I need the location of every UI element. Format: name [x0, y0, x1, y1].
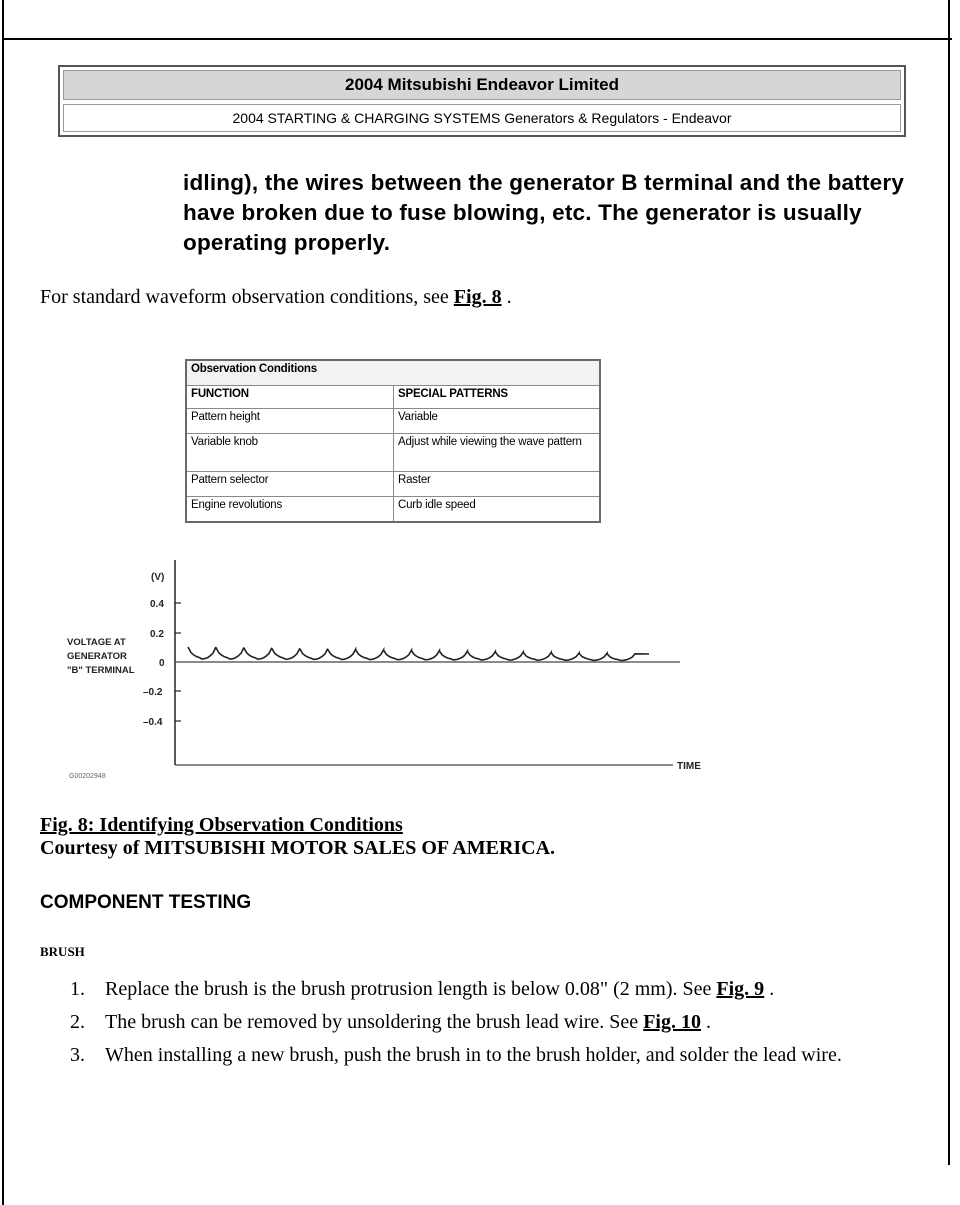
waveform-line: [188, 647, 649, 661]
table-cell: Variable knob: [186, 434, 394, 472]
document-title: 2004 Mitsubishi Endeavor Limited: [63, 70, 901, 100]
table-cell: Variable: [394, 409, 601, 434]
list-item: [70, 1009, 920, 1036]
section-title: COMPONENT TESTING: [40, 892, 252, 913]
table-title: Observation Conditions: [186, 360, 600, 386]
subsection-title: BRUSH: [40, 944, 85, 959]
step-text: The brush can be removed by unsoldering the brush lead wire. See: [105, 1011, 644, 1033]
time-label: TIME: [677, 761, 701, 772]
table-row: [186, 434, 600, 472]
intro-after: .: [501, 286, 512, 308]
fig-8-link[interactable]: Fig. 8: [453, 286, 502, 308]
figure-courtesy: Courtesy of MITSUBISHI MOTOR SALES OF AMERICA.: [40, 837, 556, 859]
table-row: [186, 497, 600, 523]
intro-paragraph: [40, 286, 512, 309]
y-tick-label: 0.2: [150, 629, 164, 640]
page-frame-right: [948, 0, 950, 1165]
document-subtitle: 2004 STARTING & CHARGING SYSTEMS Generators & Regulators - Endeavor: [63, 104, 901, 132]
step-after: .: [700, 1011, 711, 1033]
table-row: [186, 472, 600, 497]
fig-10-link[interactable]: Fig. 10: [643, 1011, 701, 1033]
table-cell: Adjust while viewing the wave pattern: [394, 434, 601, 472]
y-tick-label: –0.2: [143, 687, 163, 698]
step-number: 1.: [70, 978, 85, 1000]
table-cell: Curb idle speed: [394, 497, 601, 523]
table-cell: Engine revolutions: [186, 497, 394, 523]
page-frame-top: [2, 38, 952, 40]
voltage-label-line: VOLTAGE AT: [67, 637, 126, 648]
observation-conditions-table: [185, 359, 601, 523]
figure-caption: Fig. 8: Identifying Observation Conditions: [40, 814, 403, 836]
step-after: .: [764, 978, 775, 1000]
figure-caption-block: [40, 814, 555, 860]
table-cell: Pattern selector: [186, 472, 394, 497]
figure-code: G00202948: [69, 773, 106, 780]
table-header-special-patterns: SPECIAL PATTERNS: [394, 386, 601, 409]
y-tick-label: 0.4: [150, 599, 164, 610]
step-number: 2.: [70, 1011, 85, 1033]
steps-list: [70, 976, 920, 1075]
table-cell: Raster: [394, 472, 601, 497]
fig-9-link[interactable]: Fig. 9: [716, 978, 765, 1000]
voltage-label-line: "B" TERMINAL: [67, 665, 135, 676]
y-unit-label: (V): [151, 572, 165, 583]
waveform-diagram: [55, 555, 715, 785]
note-text: idling), the wires between the generator B terminal and the battery have broken due to fuse blowing, etc. The generator is usually operating properly.: [183, 170, 905, 255]
document-header: [58, 65, 906, 137]
table-header-function: FUNCTION: [186, 386, 394, 409]
y-tick-label: 0: [159, 658, 165, 669]
list-item: [70, 976, 920, 1003]
page-frame-left: [2, 0, 4, 1205]
y-tick-label: –0.4: [143, 717, 163, 728]
table-row: [186, 409, 600, 434]
step-number: 3.: [70, 1044, 85, 1066]
step-text: Replace the brush is the brush protrusion length is below 0.08" (2 mm). See: [105, 978, 717, 1000]
intro-text: For standard waveform observation conditions, see: [40, 286, 454, 308]
table-cell: Pattern height: [186, 409, 394, 434]
list-item: [70, 1042, 920, 1069]
voltage-label-line: GENERATOR: [67, 651, 127, 662]
step-text: When installing a new brush, push the brush in to the brush holder, and solder the lead wire.: [105, 1044, 842, 1066]
